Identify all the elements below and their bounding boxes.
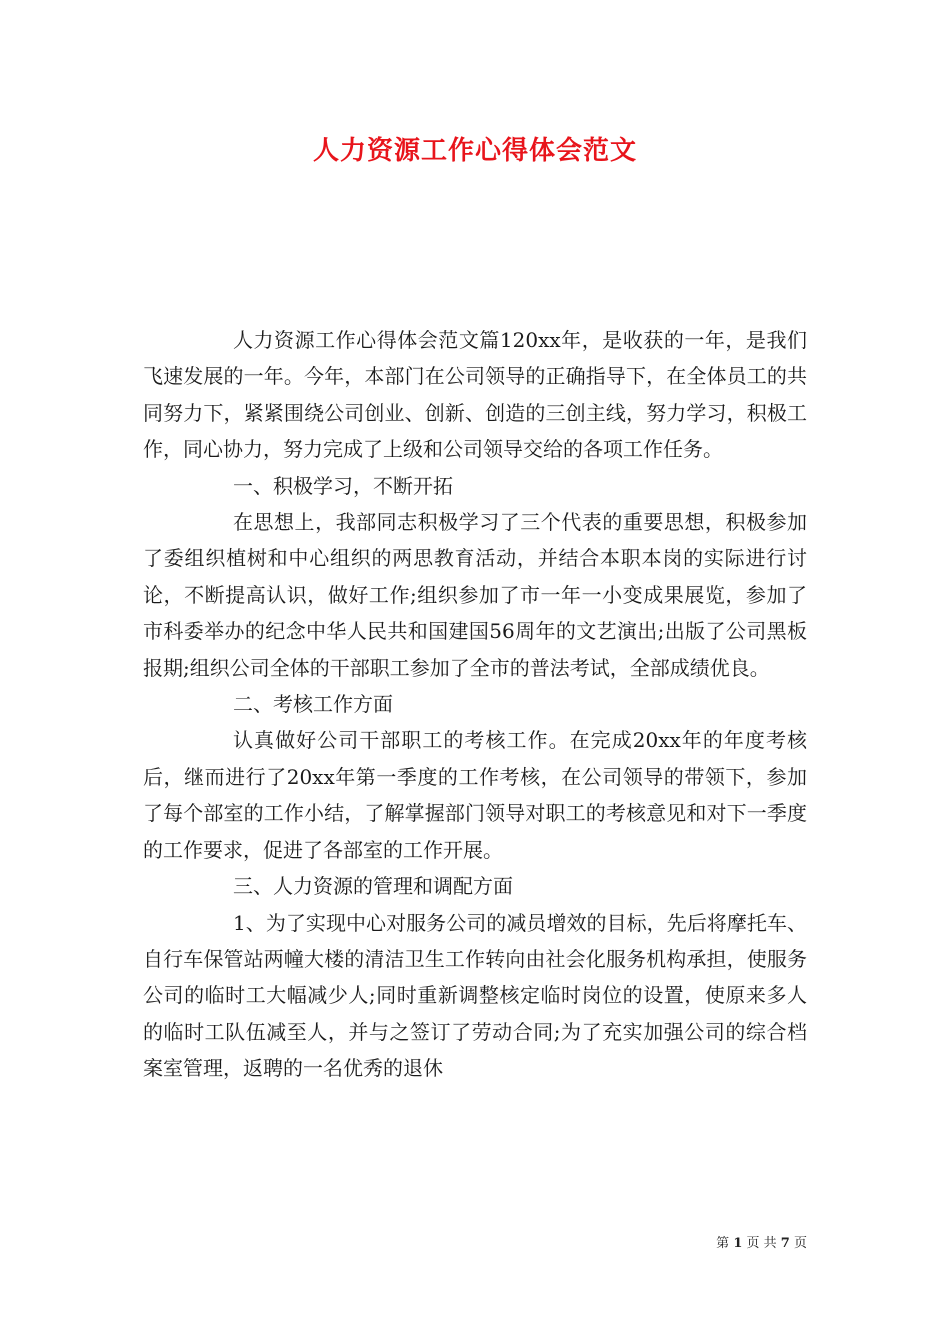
page-footer [716, 1232, 807, 1251]
body-paragraph: 1、为了实现中心对服务公司的减员增效的目标，先后将摩托车、自行车保管站两幢大楼的清洁卫生工作转向由社会化服务机构承担，使服务公司的临时工大幅减少人;同时重新调整核定临时岗位的设置，使原来多人的临时工队伍减至人，并与之签订了劳动合同;为了充实加强公司的综合档案室管理，返聘的一名优秀的退休 [143, 910, 807, 1081]
body-paragraph: 认真做好公司干部职工的考核工作。在完成20xx年的年度考核后，继而进行了20xx年第一季度的工作考核，在公司领导的带领下，参加了每个部室的工作小结，了解掌握部门领导对职工的考核意见和对下一季度的工作要求，促进了各部室的工作开展。 [143, 728, 807, 862]
footer-middle: 页 共 [746, 1236, 777, 1251]
footer-prefix: 第 [716, 1236, 730, 1251]
section-heading: 三、人力资源的管理和调配方面 [233, 874, 513, 899]
body-paragraph: 在思想上，我部同志积极学习了三个代表的重要思想，积极参加了委组织植树和中心组织的两思教育活动，并结合本职本岗的实际进行讨论，不断提高认识，做好工作;组织参加了市一年一小变成果展览，参加了市科委举办的纪念中华人民共和国建国56周年的文艺演出;出版了公司黑板报期;组织公司全体的干部职工参加了全市的普法考试，全部成绩优良。 [143, 510, 807, 680]
page-title: 人力资源工作心得体会范文 [312, 136, 637, 166]
document-body [143, 322, 807, 1087]
body-paragraph: 人力资源工作心得体会范文篇120xx年，是收获的一年，是我们飞速发展的一年。今年，本部门在公司领导的正确指导下，在全体员工的共同努力下，紧紧围绕公司创业、创新、创造的三创主线，努力学习，积极工作，同心协力，努力完成了上级和公司领导交给的各项工作任务。 [143, 328, 807, 462]
footer-suffix: 页 [793, 1236, 807, 1251]
current-page-number: 1 [733, 1236, 743, 1251]
total-pages-number: 7 [780, 1236, 790, 1251]
section-heading: 一、积极学习，不断开拓 [233, 473, 453, 498]
section-heading: 二、考核工作方面 [233, 692, 393, 717]
